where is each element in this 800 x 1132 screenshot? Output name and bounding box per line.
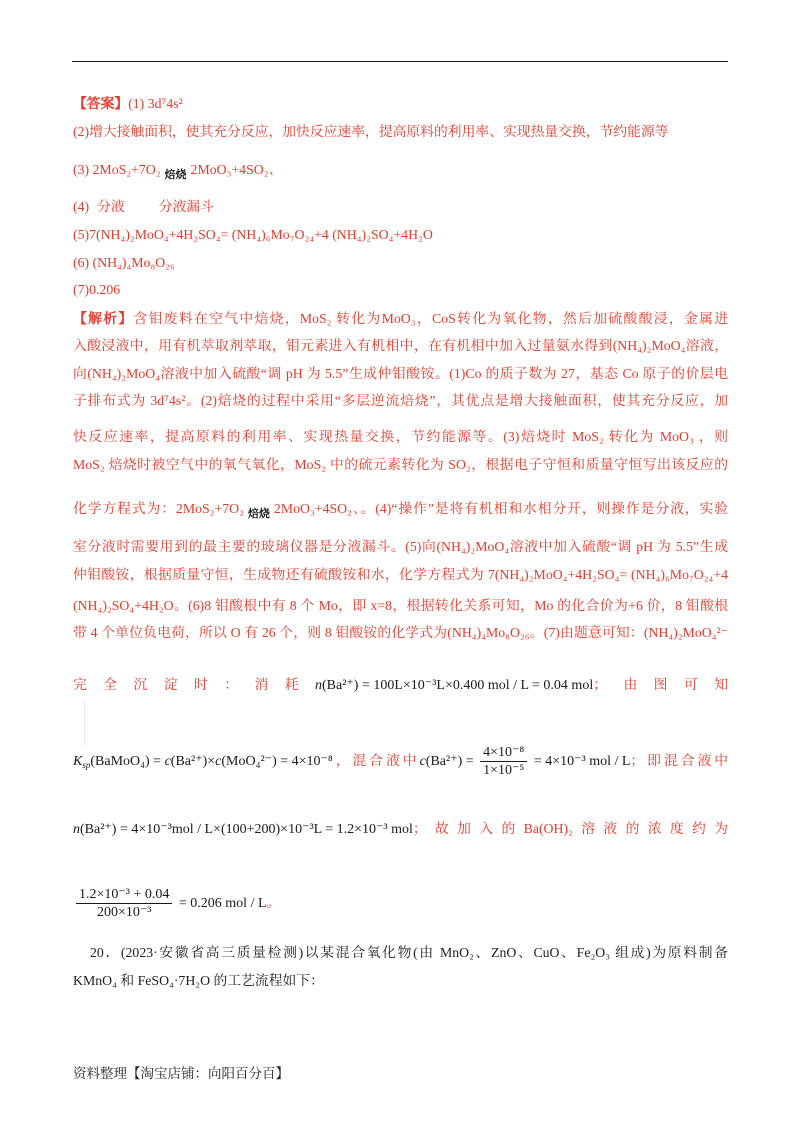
ksp-salt: (BaMoO₄) = — [90, 754, 165, 769]
answer-line-2 — [73, 121, 728, 143]
fraction-numerator: 1.2×10⁻³ + 0.04 — [76, 886, 172, 904]
answer-line-5 — [73, 224, 728, 246]
analysis-label: 【解析】 — [73, 311, 134, 326]
answer-q4-num: (4) — [73, 199, 90, 214]
calc-a-before: 完全沉淀时：消耗 — [73, 677, 315, 692]
calc-line-b — [73, 736, 728, 786]
n-symbol: n — [73, 822, 80, 837]
answer-q4-first: 分液 — [97, 199, 125, 214]
question-20-line-1: 20．(2023·安徽省高三质量检测)以某混合氧化物(由 MnO₂、ZnO、CuO、Fe₂O₃ 组成)为原料制备 — [90, 945, 728, 960]
total-ba-expression: (Ba²⁺) = 4×10⁻³mol / L×(100+200)×10⁻³L = 1.2×10⁻³ mol — [80, 822, 413, 837]
analysis-line-1: 入酸浸液中，用有机萃取剂萃取，钼元素进入有机相中，在有机相中加入过量氨水得到(NH₄)₂MoO₄溶液， — [73, 338, 728, 353]
calc-line-d — [73, 878, 728, 928]
reaction-condition — [164, 170, 188, 182]
answer-q7: (7)0.206 — [73, 282, 121, 297]
moles-ba-expression: (Ba²⁺) = 100L×10⁻³L×0.400 mol / L = 0.04 mol — [322, 678, 594, 693]
moles-ba-formula — [315, 675, 593, 696]
ksp-ba-term: (Ba²⁺)× — [170, 754, 216, 769]
ksp-symbol: K — [73, 754, 83, 769]
answer-line-7 — [73, 279, 728, 301]
fraction-denominator: 1×10⁻⁵ — [483, 763, 525, 779]
answer-q6: (6) (NH₄)₄Mo₈O₂₆ — [73, 255, 175, 270]
calc-a-after: ；由图可知 — [593, 677, 728, 692]
analysis-line-6-after: 2MoO₃+4SO₂、。(4)“操作”是将有机相和水相分开，则操作是分液，实验 — [273, 501, 728, 516]
analysis-line-5: MoS₂ 焙烧时被空气中的氧气氧化，MoS₂ 中的硫元素转化为 SO₂，根据电子守恒和质量守恒写出该反应的 — [73, 457, 728, 472]
analysis-line-9: (NH₄)₂SO₄+4H₂O。(6)8 钼酸根中有 8 个 Mo，即 x=8，根据转化关系可知，Mo 的化合价为+6 价，8 钼酸根 — [73, 598, 728, 613]
calc-line-a — [73, 674, 728, 696]
fraction-numerator: 4×10⁻⁸ — [480, 744, 527, 762]
calc-b-mid: ，混合液中 — [332, 753, 420, 768]
conc-ba-lhs: (Ba²⁺) = — [425, 754, 478, 769]
fraction — [480, 744, 527, 779]
answer-q4-second: 分液漏斗 — [158, 199, 214, 214]
analysis-line-8: 仲钼酸铵，根据质量守恒，生成物还有硫酸铵和水，化学方程式为 7(NH₄)₂MoO₄+4H₂SO₄= (NH₄)₆Mo₇O₂₄+4 — [73, 567, 728, 582]
calc-c-after: ；故加入的Ba(OH)₂溶液的浓度约为 — [412, 821, 728, 836]
total-ba-formula — [73, 819, 413, 840]
n-symbol: n — [315, 678, 322, 693]
answer-line-3 — [73, 158, 728, 182]
analysis-line-6-before: 化学方程式为：2MoS₂+7O₂ — [73, 501, 244, 516]
analysis-line-6 — [73, 497, 728, 521]
header-rule — [72, 61, 728, 62]
analysis-line-2: 向(NH₄)₂MoO₄溶液中加入硫酸“调 pH 为 5.5”生成仲钼酸铵。(1)Co 的质子数为 27，基态 Co 原子的价层电 — [73, 366, 728, 381]
calc-line-c — [73, 818, 728, 840]
calc-d-after: 。 — [266, 895, 281, 910]
answer-line-6 — [73, 252, 728, 274]
ksp-mo-term: (MoO₄²⁻) = 4×10⁻⁸ — [221, 754, 333, 769]
answer-line-1 — [73, 93, 728, 115]
question-20-line-2: KMnO₄ 和 FeSO₄·7H₂O 的工艺流程如下： — [73, 973, 324, 988]
calc-b-after: ；即混合液中 — [630, 753, 728, 768]
reaction-condition-text: 焙烧 — [164, 169, 187, 181]
reaction-condition-text: 焙烧 — [247, 508, 270, 520]
analysis-line-10: 带 4 个单位负电荷，所以 O 有 26 个，则 8 钼酸铵的化学式为(NH₄)₄Mo₈O₂₆。(7)由题意可知：(NH₄)₂MoO₄²⁻ — [73, 625, 728, 640]
answer-q3-before: (3) 2MoS₂+7O₂ — [73, 162, 161, 177]
conc-ba-formula — [420, 737, 631, 786]
analysis-line-4: 快反应速率，提高原料的利用率、实现热量交换，节约能源等。(3)焙烧时 MoS₂ 转化为 MoO₃ ，则 — [73, 429, 728, 444]
answer-q1: (1) 3d⁷4s² — [128, 96, 183, 111]
reaction-condition — [247, 509, 271, 521]
concentration-result: = 0.206 mol / L — [175, 896, 267, 911]
answer-q5: (5)7(NH₄)₂MoO₄+4H₂SO₄= (NH₄)₆Mo₇O₂₄+4 (NH₄)₂SO₄+4H₂O — [73, 227, 433, 242]
c-symbol: c — [215, 754, 222, 769]
answer-q3-after: 2MoO₃+4SO₂、 — [190, 162, 283, 177]
analysis-line-0 — [73, 308, 728, 330]
c-symbol: c — [164, 754, 171, 769]
analysis-text: 含钼废料在空气中焙烧，MoS₂ 转化为MoO₃，CoS转化为氧化物，然后加硫酸酸浸，金属进 — [133, 311, 728, 326]
ksp-formula — [73, 737, 333, 786]
answer-q2: (2)增大接触面积，使其充分反应，加快反应速率，提高原料的利用率、实现热量交换，节约能源等 — [73, 124, 669, 139]
answer-line-4 — [73, 196, 728, 218]
conc-ba-result: = 4×10⁻³ mol / L — [530, 754, 631, 769]
answer-label: 【答案】 — [73, 96, 129, 111]
analysis-line-3: 子排布式为 3d⁷4s²。(2)焙烧的过程中采用“多层逆流焙烧”，其优点是增大接触面积，使其充分反应，加 — [73, 393, 728, 408]
fraction — [76, 886, 172, 921]
page-footer: 资料整理【淘宝店铺：向阳百分百】 — [73, 1066, 289, 1081]
ksp-subscript: sp — [82, 760, 91, 770]
c-symbol: c — [419, 754, 426, 769]
fraction-denominator: 200×10⁻³ — [96, 905, 152, 921]
concentration-formula — [73, 879, 267, 928]
analysis-line-7: 室分液时需要用到的最主要的玻璃仪器是分液漏斗。(5)向(NH₄)₂MoO₄溶液中加入硫酸“调 pH 为 5.5”生成 — [73, 539, 728, 554]
